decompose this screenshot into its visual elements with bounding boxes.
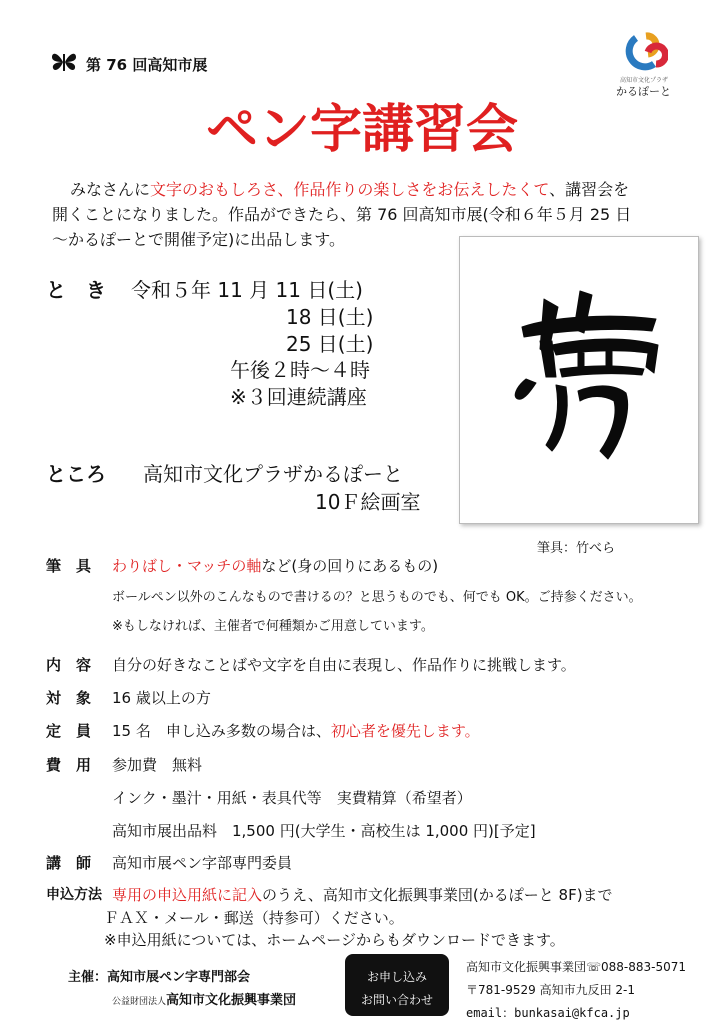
contact-tel: ☏088-883-5071 xyxy=(586,960,687,974)
calligraphy-artwork xyxy=(459,236,699,524)
instructor-text: 高知市展ペン字部専門委員 xyxy=(112,854,293,872)
butterfly-icon xyxy=(50,50,78,74)
when-date-1: 令和５年 11 月 11 日(土) xyxy=(131,278,363,302)
apply-line-3: ※申込用紙については、ホームページからもダウンロードできます。 xyxy=(104,931,565,949)
tools-label: 筆 具 xyxy=(46,557,92,575)
apply-line-1 xyxy=(112,885,613,905)
capacity-highlight: 初心者を優先します。 xyxy=(330,722,480,740)
artwork-caption: 筆具：竹べら xyxy=(537,541,616,556)
contact-name: 高知市文化振興事業団 xyxy=(466,960,587,974)
fee-line-3: 高知市展出品料 1,500 円(大学生・高校生は 1,000 円)[予定] xyxy=(112,822,536,840)
tools-note-1: ボールペン以外のこんなもので書けるの？と思うものでも、何でも OK。ご持参ください。 xyxy=(112,590,642,605)
tools-highlight: わりばし・マッチの軸 xyxy=(112,557,262,575)
fee-line-2: インク・墨汁・用紙・表具代等 実費精算（希望者） xyxy=(112,789,472,807)
content-label: 内 容 xyxy=(46,656,92,674)
tools-note-2: ※もしなければ、主催者で何種類かご用意しています。 xyxy=(112,619,434,634)
apply-label: 申込方法 xyxy=(46,887,102,903)
organizer-2-name: 高知市文化振興事業団 xyxy=(166,993,297,1008)
logo-caption-top: 高知市文化プラザ xyxy=(620,77,669,84)
contact-org xyxy=(466,958,686,975)
logo-caption: かるぽーと xyxy=(616,85,671,98)
page-title: ペン字講習会 xyxy=(205,99,518,160)
when-time: 午後２時～４時 xyxy=(230,358,370,382)
apply-highlight: 専用の申込用紙に記入 xyxy=(112,886,263,904)
fee-line-1: 参加費 無料 xyxy=(112,756,203,774)
intro-line-3: ～かるぽーとで開催予定)に出品します。 xyxy=(52,230,345,249)
apply-line-2: ＦＡＸ・メール・郵送（持参可）ください。 xyxy=(104,909,404,927)
when-date-2: 18 日(土) xyxy=(286,305,374,329)
contact-box xyxy=(345,954,449,1016)
content-text: 自分の好きなことばや文字を自由に表現し、作品作りに挑戦します。 xyxy=(112,656,576,674)
capacity-text xyxy=(112,721,480,741)
karupoto-logo-icon xyxy=(622,30,668,72)
intro-text-a: みなさんに xyxy=(70,180,151,199)
contact-box-line-1: お申し込み xyxy=(366,970,427,984)
intro-line-2: 開くことになりました。作品ができたら、第 76 回高知市展(令和６年５月 25 日 xyxy=(52,205,632,224)
when-date-3: 25 日(土) xyxy=(286,332,374,356)
exhibition-label: 第 76 回高知市展 xyxy=(86,56,208,74)
contact-box-line-2: お問い合わせ xyxy=(360,993,433,1007)
capacity-label: 定 員 xyxy=(46,722,92,740)
organizer xyxy=(68,966,250,985)
organizer-label: 主催： xyxy=(68,970,108,985)
intro-text-c: 、講習会を xyxy=(549,180,630,199)
intro-line-1 xyxy=(70,180,629,200)
organizer-name: 高知市展ペン字専門部会 xyxy=(107,970,251,985)
tools-rest: など(身の回りにあるもの) xyxy=(261,557,439,575)
apply-rest: のうえ、高知市文化振興事業団(かるぽーと 8F)まで xyxy=(262,886,613,904)
fee-label: 費 用 xyxy=(46,756,92,774)
where-room: 10Ｆ絵画室 xyxy=(315,490,421,514)
contact-address: 〒781-9529 高知市九反田 2-1 xyxy=(466,983,636,997)
where-label: ところ xyxy=(46,462,106,486)
contact-email[interactable]: email：bunkasai@kfca.jp xyxy=(466,1006,630,1020)
organizer-2 xyxy=(112,989,296,1008)
organizer-2-prefix: 公益財団法人 xyxy=(112,997,167,1007)
when-note: ※３回連続講座 xyxy=(230,385,367,409)
intro-highlight: 文字のおもしろさ、作品作りの楽しさをお伝えしたくて xyxy=(150,180,550,199)
where-place: 高知市文化プラザかるぽーと xyxy=(143,462,403,486)
tools-main xyxy=(112,556,438,576)
when-label: と き xyxy=(46,278,106,302)
target-text: 16 歳以上の方 xyxy=(112,689,211,707)
target-label: 対 象 xyxy=(46,689,92,707)
instructor-label: 講 師 xyxy=(46,854,92,872)
capacity-main: 15 名 申し込み多数の場合は、 xyxy=(112,722,331,740)
